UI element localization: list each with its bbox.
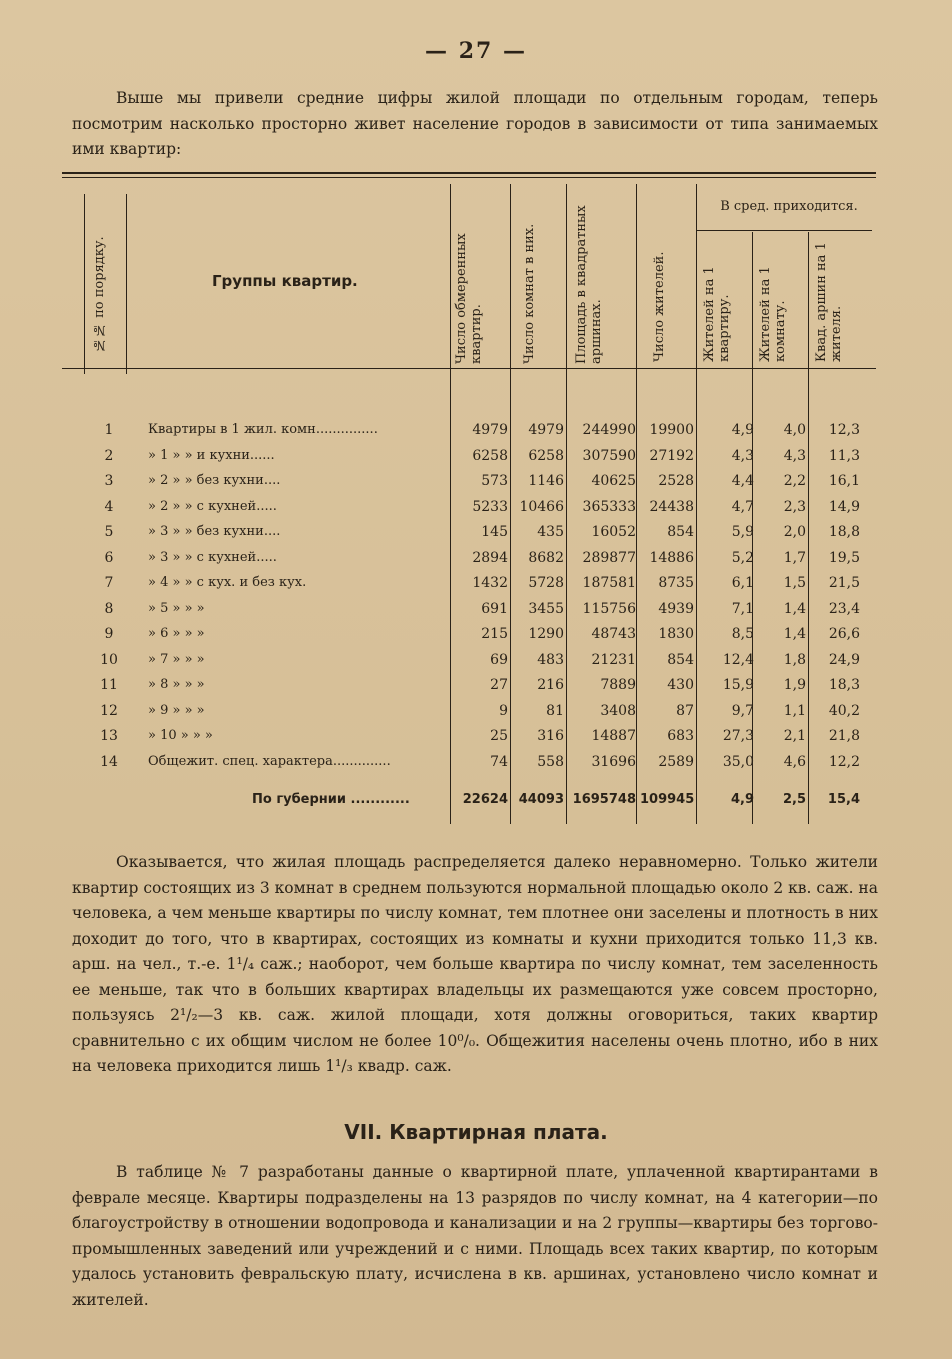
cell-n: 7 <box>104 575 114 591</box>
cell-label: » 4 » » с кух. и без кух. <box>148 575 307 590</box>
cell-n: 13 <box>100 728 118 744</box>
cell-pf: 35,0 <box>722 753 754 770</box>
cell-label: » 7 » » » <box>148 651 205 667</box>
cell-n: 3 <box>104 473 114 489</box>
cell-pr: 1,5 <box>783 575 806 591</box>
cell-res: 2528 <box>658 473 694 489</box>
cell-area: 115756 <box>582 600 636 617</box>
cell-res: 854 <box>667 524 694 540</box>
cell-sq: 12,2 <box>828 753 860 770</box>
cell-pf: 4,7 <box>731 498 754 515</box>
cell-label: » 5 » » » <box>148 600 205 616</box>
cell-rooms: 5728 <box>528 575 564 591</box>
cell-pf: 7,1 <box>731 600 754 617</box>
cell-flats: 4979 <box>472 422 508 438</box>
cell-n: 9 <box>104 626 114 642</box>
table-row <box>62 448 876 473</box>
cell-n: 14 <box>100 753 118 770</box>
cell-area: 365333 <box>582 498 636 515</box>
cell-pr: 1,4 <box>783 600 806 617</box>
cell-res: 683 <box>667 728 694 744</box>
cell-area: 244990 <box>582 422 636 438</box>
cell-area: 31696 <box>591 753 636 770</box>
intro-text: Выше мы привели средние цифры жилой площади по отдельным городам, теперь посмотрим насколько просторно живет население городов в зависимости от типа занимаемых ими квартир: <box>72 89 878 158</box>
cell-label: Квартиры в 1 жил. комн............... <box>148 422 378 437</box>
cell-n: 12 <box>100 702 118 719</box>
cell-rooms: 3455 <box>528 600 564 617</box>
cell-res: 4939 <box>658 600 694 617</box>
cell-area: 16052 <box>591 524 636 540</box>
cell-n: 5 <box>104 524 114 540</box>
housing-table <box>62 172 876 832</box>
cell-res: 24438 <box>649 498 694 515</box>
cell-pr: 2,2 <box>783 473 806 489</box>
intro-paragraph <box>72 86 878 163</box>
cell-rooms: 4979 <box>528 422 564 438</box>
header-per-room: Жителей на 1 комнату. <box>758 266 788 362</box>
cell-label: » 3 » » с кухней..... <box>148 549 277 565</box>
cell-area: 289877 <box>582 549 636 566</box>
cell-rooms: 435 <box>537 524 564 540</box>
cell-flats: 69 <box>490 651 508 668</box>
cell-res: 2589 <box>658 753 694 770</box>
cell-flats: 691 <box>481 600 508 617</box>
cell-rooms: 8682 <box>528 549 564 566</box>
avg-group-rule <box>696 230 872 231</box>
cell-area: 7889 <box>600 677 636 693</box>
rent-paragraph <box>72 1160 878 1313</box>
header-residents: Число жителей. <box>652 251 667 362</box>
rent-text: В таблице № 7 разработаны данные о квартирной плате, уплаченной квартирантами в феврале месяце. Квартиры подразделены на 13 разрядов по числу комнат, на 4 категории—по благоустройству в отношении водопровода и канализации и на 2 группы—квартиры без торгово-промышленных заведений или учреждений и с ними. Площадь всех таких квартир, по которым удалось установить февральскую плату, исчислена в кв. аршинах, установлено число комнат и жителей. <box>72 1163 878 1309</box>
header-bottom-rule <box>62 368 876 369</box>
header-per-flat: Жителей на 1 квартиру. <box>702 266 732 362</box>
cell-res: 27192 <box>649 447 694 464</box>
col-divider <box>84 194 85 374</box>
cell-pr: 1,4 <box>783 626 806 642</box>
cell-flats: 5233 <box>472 498 508 515</box>
table-row <box>62 473 876 498</box>
cell-area: 307590 <box>582 447 636 464</box>
cell-pr: 2,1 <box>783 728 806 744</box>
cell-pf: 4,4 <box>731 473 754 489</box>
cell-res: 8735 <box>658 575 694 591</box>
table-top-rule-2 <box>62 177 876 178</box>
cell-pf: 9,7 <box>731 702 754 719</box>
cell-pr: 4,0 <box>783 422 806 438</box>
cell-pf: 5,9 <box>731 524 754 540</box>
table-row <box>62 575 876 600</box>
cell-pr: 1,7 <box>783 549 806 566</box>
header-num: №№ по порядку. <box>92 236 107 352</box>
total-res: 109945 <box>640 792 695 807</box>
total-pf: 4,9 <box>730 792 754 807</box>
cell-flats: 1432 <box>472 575 508 591</box>
cell-flats: 74 <box>490 753 508 770</box>
cell-sq: 21,5 <box>828 575 860 591</box>
cell-label: Общежит. спец. характера.............. <box>148 753 391 769</box>
total-area: 1695748 <box>572 792 636 807</box>
table-row <box>62 626 876 651</box>
cell-rooms: 1146 <box>528 473 564 489</box>
cell-sq: 21,8 <box>828 728 860 744</box>
cell-sq: 14,9 <box>828 498 860 515</box>
total-sq: 15,4 <box>827 792 860 807</box>
header-sq-per-res: Квад. аршин на 1 жителя. <box>814 242 844 362</box>
cell-pr: 4,6 <box>783 753 806 770</box>
cell-label: » 8 » » » <box>148 677 205 692</box>
cell-rooms: 81 <box>546 702 564 719</box>
cell-label: » 3 » » без кухни.... <box>148 524 281 539</box>
col-divider <box>126 194 127 374</box>
cell-rooms: 558 <box>537 753 564 770</box>
cell-sq: 19,5 <box>828 549 860 566</box>
cell-flats: 27 <box>490 677 508 693</box>
cell-res: 14886 <box>649 549 694 566</box>
cell-pr: 1,8 <box>783 651 806 668</box>
cell-pr: 2,0 <box>783 524 806 540</box>
table-row <box>62 422 876 447</box>
cell-pf: 15,9 <box>722 677 754 693</box>
cell-sq: 24,9 <box>828 651 860 668</box>
header-flats: Число обмеренных квартир. <box>454 233 484 364</box>
cell-flats: 25 <box>490 728 508 744</box>
cell-rooms: 6258 <box>528 447 564 464</box>
cell-pr: 1,1 <box>783 702 806 719</box>
cell-area: 187581 <box>582 575 636 591</box>
cell-pf: 12,4 <box>722 651 754 668</box>
header-avg-group: В сред. приходится. <box>720 199 858 214</box>
cell-rooms: 483 <box>537 651 564 668</box>
cell-n: 2 <box>104 447 114 464</box>
total-flats: 22624 <box>462 792 508 807</box>
total-label: По губернии ............ <box>252 792 410 807</box>
cell-n: 10 <box>100 651 118 668</box>
cell-area: 40625 <box>591 473 636 489</box>
cell-label: » 6 » » » <box>148 626 205 641</box>
cell-pf: 6,1 <box>731 575 754 591</box>
cell-area: 21231 <box>591 651 636 668</box>
cell-label: » 1 » » и кухни...... <box>148 447 275 463</box>
table-row <box>62 652 876 677</box>
cell-pf: 4,9 <box>731 422 754 438</box>
cell-pf: 27,3 <box>722 728 754 744</box>
cell-pr: 4,3 <box>783 447 806 464</box>
page-number: — 27 — <box>425 38 527 64</box>
cell-res: 19900 <box>649 422 694 438</box>
analysis-text: Оказывается, что жилая площадь распределяется далеко неравномерно. Только жители квартир состоящих из 3 комнат в среднем пользуются нормальной площадью около 2 кв. саж. на человека, а чем меньше квартиры по числу комнат, тем плотнее они заселены и плотность в них доходит до того, что в квартирах, состоящих из комнаты и кухни приходится только 11,3 кв. арш. на чел., т.-е. 1¹/₄ саж.; наоборот, чем больше квартира по числу комнат, тем заселенность ее меньше, так что в больших квартирах владельцы их размещаются уже совсем просторно, пользуясь 2¹/₂—3 кв. саж. жилой площади, хотя должны оговориться, таких квартир сравнительно с их общим числом не более 10⁰/₀. Общежития населены очень плотно, ибо в них на человека приходится лишь 1¹/₃ квадр. саж. <box>72 853 878 1075</box>
total-pr: 2,5 <box>782 792 806 807</box>
cell-n: 4 <box>104 498 114 515</box>
cell-res: 87 <box>676 702 694 719</box>
cell-pf: 8,5 <box>731 626 754 642</box>
cell-rooms: 10466 <box>519 498 564 515</box>
cell-res: 854 <box>667 651 694 668</box>
cell-label: » 2 » » без кухни.... <box>148 473 281 488</box>
cell-n: 1 <box>104 422 114 438</box>
cell-sq: 26,6 <box>828 626 860 642</box>
cell-pf: 4,3 <box>731 447 754 464</box>
table-row <box>62 677 876 702</box>
cell-res: 1830 <box>658 626 694 642</box>
cell-res: 430 <box>667 677 694 693</box>
cell-sq: 40,2 <box>828 702 860 719</box>
cell-rooms: 216 <box>537 677 564 693</box>
header-rooms: Число комнат в них. <box>522 223 537 364</box>
cell-sq: 12,3 <box>828 422 860 438</box>
cell-sq: 11,3 <box>828 447 860 464</box>
cell-sq: 16,1 <box>828 473 860 489</box>
cell-sq: 23,4 <box>828 600 860 617</box>
analysis-paragraph <box>72 850 878 1080</box>
header-group: Группы квартир. <box>212 272 358 290</box>
cell-rooms: 1290 <box>528 626 564 642</box>
section-heading: VII. Квартирная плата. <box>344 1120 608 1144</box>
cell-pr: 1,9 <box>783 677 806 693</box>
cell-rooms: 316 <box>537 728 564 744</box>
cell-flats: 6258 <box>472 447 508 464</box>
cell-flats: 9 <box>499 702 508 719</box>
table-top-rule <box>62 172 876 174</box>
table-row <box>62 550 876 575</box>
cell-sq: 18,8 <box>828 524 860 540</box>
table-row <box>62 728 876 753</box>
table-total-row <box>62 792 876 817</box>
cell-pf: 5,2 <box>731 549 754 566</box>
cell-n: 8 <box>104 600 114 617</box>
cell-label: » 2 » » с кухней..... <box>148 498 277 514</box>
cell-area: 48743 <box>591 626 636 642</box>
cell-flats: 2894 <box>472 549 508 566</box>
table-row <box>62 601 876 626</box>
table-row <box>62 524 876 549</box>
cell-n: 11 <box>100 677 118 693</box>
table-row <box>62 499 876 524</box>
cell-n: 6 <box>104 549 114 566</box>
cell-flats: 573 <box>481 473 508 489</box>
header-area: Площадь в квадратных аршинах. <box>574 205 604 364</box>
table-row <box>62 703 876 728</box>
cell-flats: 145 <box>481 524 508 540</box>
table-row <box>62 754 876 779</box>
total-rooms: 44093 <box>518 792 564 807</box>
cell-pr: 2,3 <box>783 498 806 515</box>
cell-label: » 10 » » » <box>148 728 213 743</box>
cell-area: 3408 <box>600 702 636 719</box>
cell-sq: 18,3 <box>828 677 860 693</box>
cell-label: » 9 » » » <box>148 702 205 718</box>
cell-area: 14887 <box>591 728 636 744</box>
cell-flats: 215 <box>481 626 508 642</box>
